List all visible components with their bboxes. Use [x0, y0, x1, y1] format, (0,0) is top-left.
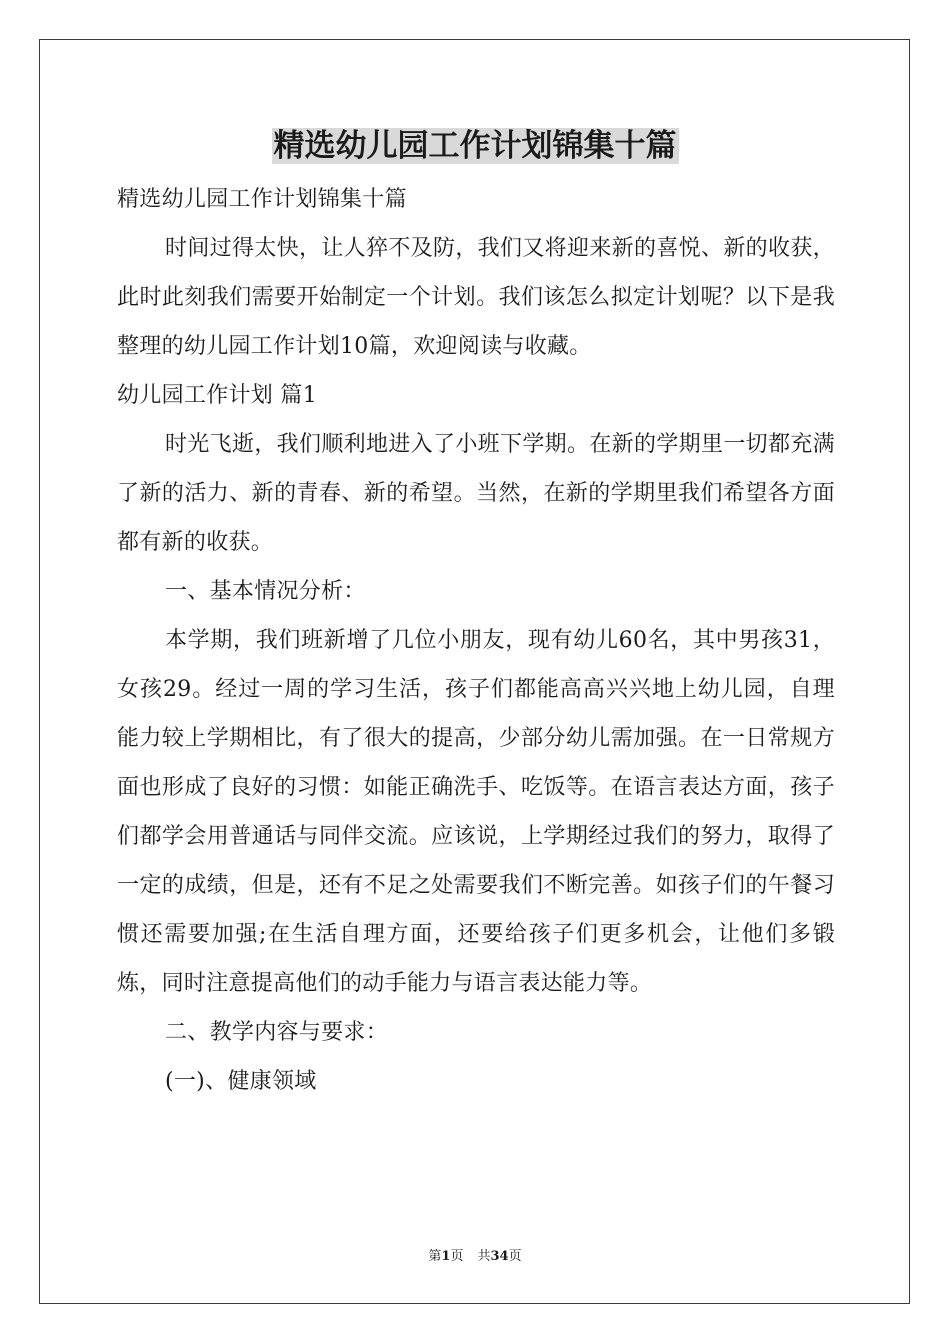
heading-teaching-content: 二、教学内容与要求：	[165, 1020, 389, 1045]
paragraph-1: 时光飞逝，我们顺利地进入了小班下学期。在新的学期里一切都充满了新的活力、新的青春、新的希望。当然，在新的学期里我们希望各方面都有新的收获。	[117, 432, 835, 555]
heading-health-domain: (一)、健康领域	[165, 1069, 317, 1094]
heading-basic-analysis: 一、基本情况分析：	[165, 579, 366, 604]
page-unit: 页	[450, 1249, 464, 1264]
page-footer	[0, 1245, 950, 1264]
total-prefix: 共	[477, 1249, 491, 1264]
section-title: 幼儿园工作计划 篇1	[117, 383, 317, 408]
document-body	[117, 175, 835, 1106]
document-title	[0, 124, 950, 168]
paragraph-2: 本学期，我们班新增了几位小朋友，现有幼儿60名，其中男孩31，女孩29。经过一周的学习生活，孩子们都能高高兴兴地上幼儿园，自理能力较上学期相比，有了很大的提高，少部分幼儿需加强。在一日常规方面也形成了良好的习惯：如能正确洗手、吃饭等。在语言表达方面，孩子们都学会用普通话与同伴交流。应该说，上学期经过我们的努力，取得了一定的成绩，但是，还有不足之处需要我们不断完善。如孩子们的午餐习惯还需要加强;在生活自理方面，还要给孩子们更多机会，让他们多锻炼，同时注意提高他们的动手能力与语言表达能力等。	[117, 628, 835, 996]
document-subtitle: 精选幼儿园工作计划锦集十篇	[117, 187, 407, 212]
page-prefix: 第	[428, 1249, 442, 1264]
intro-paragraph: 时间过得太快，让人猝不及防，我们又将迎来新的喜悦、新的收获，此时此刻我们需要开始制定一个计划。我们该怎么拟定计划呢？以下是我整理的幼儿园工作计划10篇，欢迎阅读与收藏。	[117, 236, 835, 359]
current-page-number: 1	[441, 1249, 451, 1264]
document-title-text: 精选幼儿园工作计划锦集十篇	[273, 128, 677, 164]
total-unit: 页	[508, 1249, 522, 1264]
total-page-number: 34	[490, 1249, 509, 1264]
